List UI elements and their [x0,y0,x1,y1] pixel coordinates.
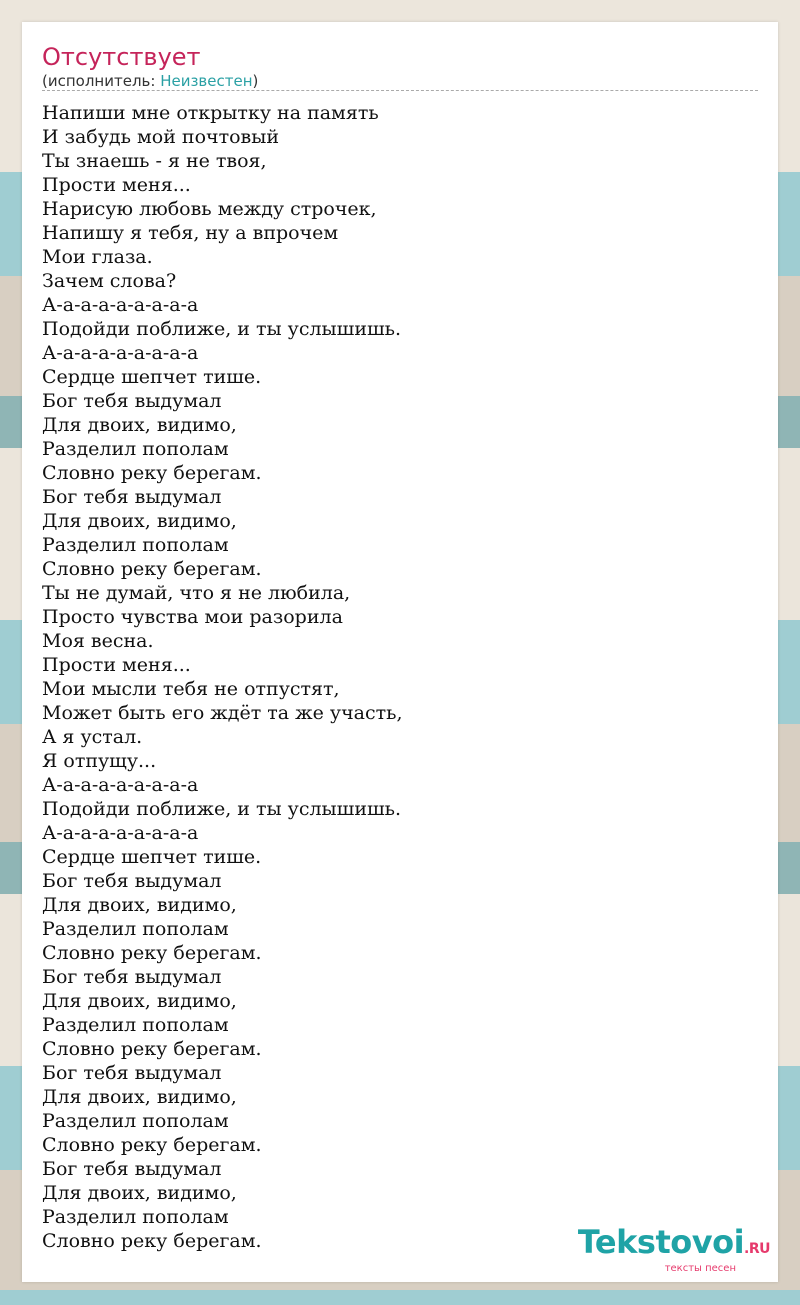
lyric-line: И забудь мой почтовый [42,126,280,148]
lyric-line: Для двоих, видимо, [42,1182,237,1204]
lyrics-text [42,101,403,1253]
lyric-line: Разделил пополам [42,1014,229,1036]
lyric-line: Сердце шепчет тише. [42,846,262,868]
lyric-line: Для двоих, видимо, [42,510,237,532]
lyric-line: Бог тебя выдумал [42,870,222,892]
lyric-line: Ты знаешь - я не твоя, [42,150,267,172]
lyric-line: Словно реку берегам. [42,1038,262,1060]
logo-wordmark [577,1223,770,1265]
logo-tld: .RU [744,1241,770,1257]
lyric-line: Словно реку берегам. [42,1230,262,1252]
lyric-line: Мои глаза. [42,246,153,268]
lyric-line: Просто чувства мои разорила [42,606,343,628]
artist-suffix: ) [252,72,259,90]
lyric-line: Мои мысли тебя не отпустят, [42,678,340,700]
lyric-line: Разделил пополам [42,438,229,460]
lyric-line: Для двоих, видимо, [42,894,237,916]
lyric-line: Ты не думай, что я не любила, [42,582,351,604]
lyrics-card [22,22,778,1282]
lyric-line: Подойди поближе, и ты услышишь. [42,318,402,340]
lyric-line: Зачем слова? [42,270,177,292]
lyric-line: А-а-а-а-а-а-а-а-а [42,294,199,316]
artist-link[interactable]: Неизвестен [160,72,253,90]
lyric-line: Бог тебя выдумал [42,486,222,508]
artist-prefix: (исполнитель: [42,72,161,90]
lyric-line: Подойди поближе, и ты услышишь. [42,798,402,820]
lyric-line: Прости меня... [42,174,191,196]
lyric-line: А-а-а-а-а-а-а-а-а [42,774,199,796]
lyric-line: Словно реку берегам. [42,558,262,580]
lyric-line: Разделил пополам [42,918,229,940]
lyric-line: Разделил пополам [42,1206,229,1228]
title-divider [42,90,758,91]
lyric-line: Сердце шепчет тише. [42,366,262,388]
lyric-line: Для двоих, видимо, [42,990,237,1012]
lyric-line: Может быть его ждёт та же участь, [42,702,403,724]
logo-tagline: тексты песен [664,1263,736,1274]
lyric-line: Моя весна. [42,630,154,652]
lyric-line: Нарисую любовь между строчек, [42,198,377,220]
lyric-line: Бог тебя выдумал [42,390,222,412]
lyric-line: Прости меня... [42,654,191,676]
lyric-line: А-а-а-а-а-а-а-а-а [42,822,199,844]
lyric-line: Для двоих, видимо, [42,1086,237,1108]
lyric-line: Словно реку берегам. [42,462,262,484]
lyric-line: А-а-а-а-а-а-а-а-а [42,342,199,364]
lyric-line: Разделил пополам [42,1110,229,1132]
artist-line [42,71,258,91]
lyric-line: Словно реку берегам. [42,942,262,964]
lyric-line: Для двоих, видимо, [42,414,237,436]
song-title: Отсутствует [42,43,201,71]
lyric-line: Бог тебя выдумал [42,1158,222,1180]
lyric-line: Напиши мне открытку на память [42,102,379,124]
logo-name: Tekstovoi [577,1223,745,1261]
lyric-line: Бог тебя выдумал [42,966,222,988]
lyric-line: Я отпущу... [42,750,157,772]
lyric-line: Бог тебя выдумал [42,1062,222,1084]
lyric-line: Разделил пополам [42,534,229,556]
site-logo[interactable] [577,1223,770,1274]
lyric-line: А я устал. [42,726,143,748]
lyric-line: Словно реку берегам. [42,1134,262,1156]
lyric-line: Напишу я тебя, ну а впрочем [42,222,339,244]
